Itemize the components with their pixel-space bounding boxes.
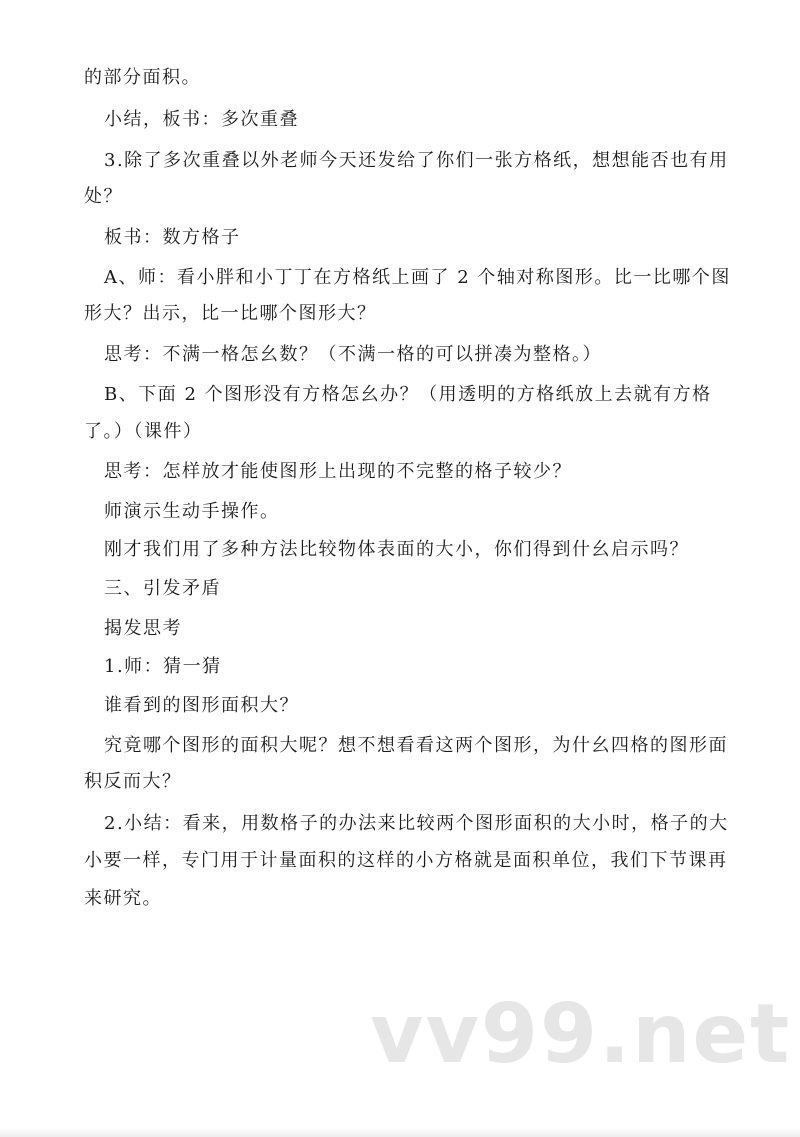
text-line: 3.除了多次重叠以外老师今天还发给了你们一张方格纸，想想能否也有用 [104, 150, 729, 171]
text-line: 来研究。 [84, 888, 162, 909]
section-heading: 三、引发矛盾 [104, 578, 221, 599]
text-line: 1.师：猜一猜 [104, 656, 222, 677]
text-line: 究竟哪个图形的面积大呢？想不想看看这两个图形，为什幺四格的图形面 [104, 735, 728, 756]
text-line: 师演示生动手操作。 [104, 501, 280, 522]
text-line: 板书：数方格子 [104, 227, 241, 248]
text-line: 刚才我们用了多种方法比较物体表面的大小，你们得到什幺启示吗？ [104, 539, 689, 560]
text-line: B、下面 2 个图形没有方格怎幺办？（用透明的方格纸放上去就有方格 [104, 384, 712, 405]
text-line: 2.小结：看来，用数格子的办法来比较两个图形面积的大小时，格子的大 [104, 813, 729, 834]
text-line: A、师：看小胖和小丁丁在方格纸上画了 2 个轴对称图形。比一比哪个图 [104, 267, 731, 288]
text-line: 揭发思考 [104, 618, 182, 639]
text-line: 的部分面积。 [84, 67, 201, 88]
text-line: 思考：怎样放才能使图形上出现的不完整的格子较少？ [104, 461, 572, 482]
text-line: 思考：不满一格怎幺数？（不满一格的可以拼凑为整格。） [104, 344, 602, 365]
watermark: vv99.net [370, 987, 792, 1082]
text-line: 处？ [84, 186, 123, 207]
text-line: 小结，板书：多次重叠 [104, 109, 299, 130]
page-bottom-edge [0, 1128, 800, 1137]
text-line: 积反而大？ [84, 771, 182, 792]
text-line: 了。）（课件） [84, 421, 203, 442]
text-line: 形大？出示，比一比哪个图形大？ [84, 303, 377, 324]
text-line: 谁看到的图形面积大？ [104, 695, 299, 716]
text-line: 小要一样，专门用于计量面积的这样的小方格就是面积单位，我们下节课再 [84, 850, 728, 871]
